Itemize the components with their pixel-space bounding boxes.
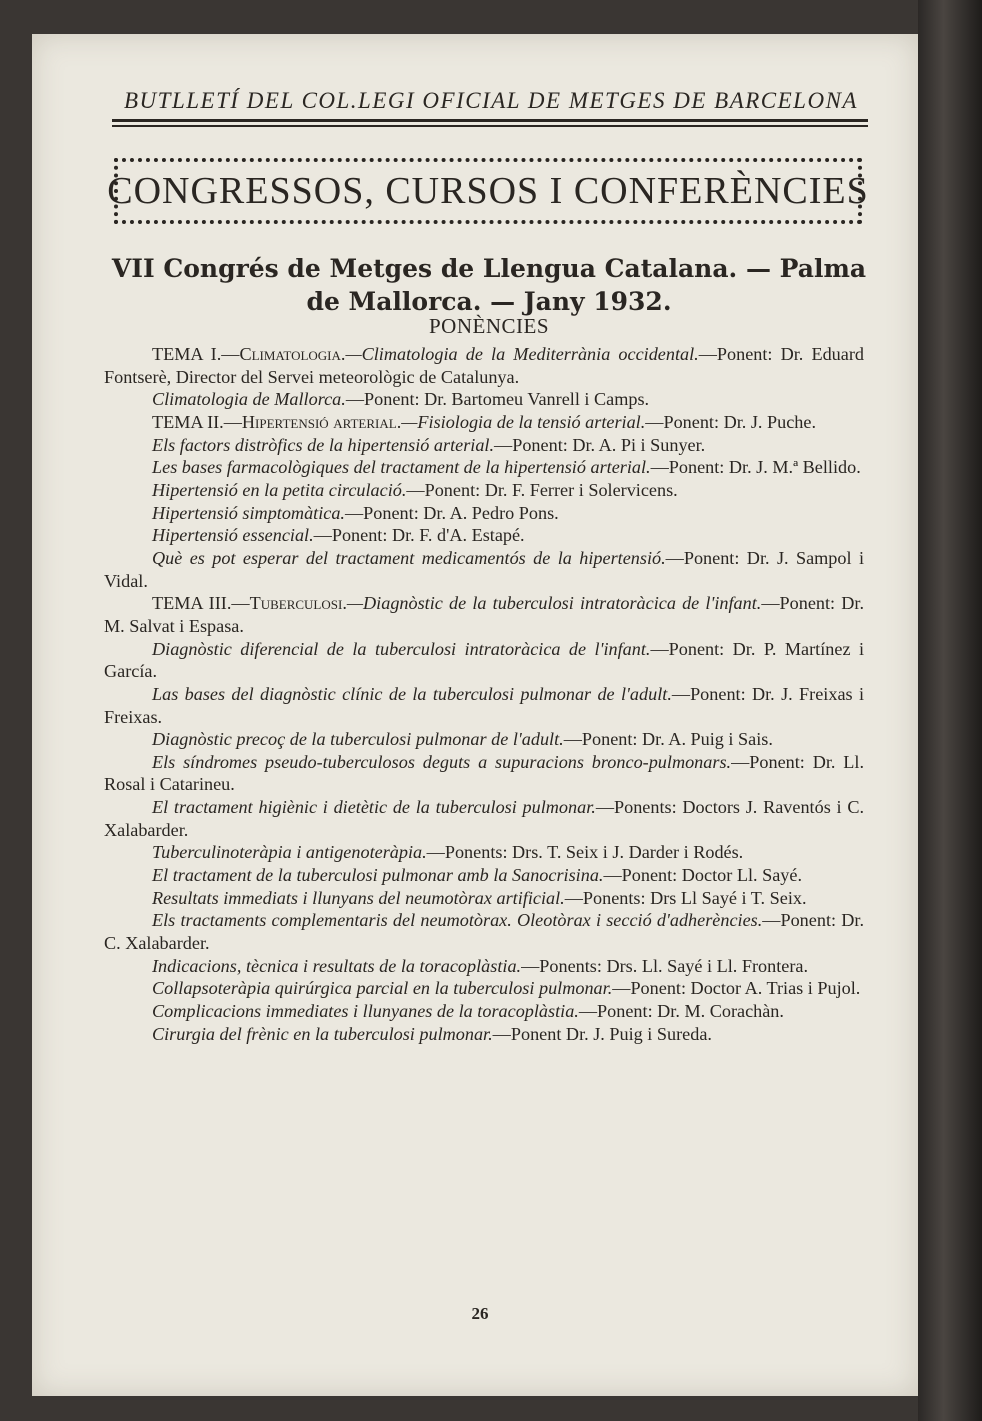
section-title-box bbox=[107, 158, 869, 224]
ponencia-entry: Hipertensió simptomàtica.—Ponent: Dr. A. Pedro Pons. bbox=[152, 502, 559, 523]
book-spine bbox=[918, 0, 982, 1421]
ponencia-entry: Indicacions, tècnica i resultats de la toracoplàstia.—Ponents: Drs. Ll. Sayé i Ll. Frontera. bbox=[152, 955, 809, 976]
ponencia-entry: El tractament de la tuberculosi pulmonar amb la Sanocrisina.—Ponent: Doctor Ll. Sayé. bbox=[152, 865, 802, 886]
congress-title: VII Congrés de Metges de Llengua Catalana. — Palma de Mallorca. — Jany 1932. bbox=[111, 254, 867, 316]
ponencia-entry: Els tractaments complementaris del neumotòrax. Oleotòrax i secció d'adherències.—Ponent: Dr. C. Xalabarder. bbox=[104, 910, 864, 954]
ponencia-entry: Els factors distròfics de la hipertensió arterial.—Ponent: Dr. A. Pi i Sunyer. bbox=[152, 434, 706, 455]
ponencia-entry: Hipertensió en la petita circulació.—Ponent: Dr. F. Ferrer i Solervicens. bbox=[152, 479, 678, 500]
ponencia-entry: Climatologia de Mallorca.—Ponent: Dr. Bartomeu Vanrell i Camps. bbox=[152, 389, 650, 410]
ponencia-entry: Les bases farmacològiques del tractament de la hipertensió arterial.—Ponent: Dr. J. M.ª Bellido. bbox=[152, 457, 861, 478]
ponencia-entry: El tractament higiènic i dietètic de la tuberculosi pulmonar.—Ponents: Doctors J. Raventós i C. Xalabarder. bbox=[104, 797, 864, 840]
ponencia-entry: Collapsoteràpia quirúrgica parcial en la tuberculosi pulmonar.—Ponent: Doctor A. Trias i Pujol. bbox=[152, 978, 861, 999]
ponencies-list bbox=[104, 343, 864, 1045]
ponencia-entry: Resultats immediats i llunyans del neumotòrax artificial.—Ponents: Drs Ll Sayé i T. Seix. bbox=[152, 887, 807, 908]
ponencia-entry: Tuberculinoteràpia i antigenoteràpia.—Ponents: Drs. T. Seix i J. Darder i Rodés. bbox=[152, 842, 744, 863]
ponencia-entry: TEMA I.—Climatologia.—Climatologia de la Mediterrània occidental.—Ponent: Dr. Eduard Fontserè, Director del Servei meteorològic de Catalunya. bbox=[104, 344, 864, 387]
ponencia-entry: Cirurgia del frènic en la tuberculosi pulmonar.—Ponent Dr. J. Puig i Sureda. bbox=[152, 1023, 712, 1044]
ponencia-entry: Complicacions immediates i llunyanes de la toracoplàstia.—Ponent: Dr. M. Corachàn. bbox=[152, 1001, 784, 1022]
header-rule-thick bbox=[112, 119, 868, 122]
ponencies-heading: PONÈNCIES bbox=[428, 314, 549, 338]
header-rule-thin bbox=[112, 125, 868, 127]
section-title: CONGRESSOS, CURSOS I CONFERÈNCIES bbox=[107, 170, 869, 212]
ponencia-entry: Las bases del diagnòstic clínic de la tuberculosi pulmonar de l'adult.—Ponent: Dr. J. Freixas i Freixas. bbox=[104, 683, 864, 727]
ponencia-entry: Hipertensió essencial.—Ponent: Dr. F. d'A. Estapé. bbox=[152, 525, 525, 546]
ponencia-entry: Els síndromes pseudo-tuberculosos deguts a supuracions bronco-pulmonars.—Ponent: Dr. Ll. Rosal i Catarineu. bbox=[104, 751, 864, 795]
ponencia-entry: Diagnòstic precoç de la tuberculosi pulmonar de l'adult.—Ponent: Dr. A. Puig i Sais. bbox=[152, 729, 773, 750]
page-number: 26 bbox=[471, 1304, 489, 1323]
ponencia-entry: Què es pot esperar del tractament medicamentós de la hipertensió.—Ponent: Dr. J. Sampol i Vidal. bbox=[104, 547, 865, 591]
ponencia-entry: TEMA II.—Hipertensió arterial.—Fisiologia de la tensió arterial.—Ponent: Dr. J. Puche. bbox=[152, 411, 817, 432]
ponencia-entry: Diagnòstic diferencial de la tuberculosi intratoràcica de l'infant.—Ponent: Dr. P. Martínez i García. bbox=[104, 638, 865, 682]
ponencia-entry: TEMA III.—Tuberculosi.—Diagnòstic de la tuberculosi intratoràcica de l'infant.—Ponent: Dr. M. Salvat i Espasa. bbox=[104, 593, 864, 636]
running-head: BUTLLETÍ DEL COL.LEGI OFICIAL DE METGES DE BARCELONA bbox=[124, 88, 858, 113]
